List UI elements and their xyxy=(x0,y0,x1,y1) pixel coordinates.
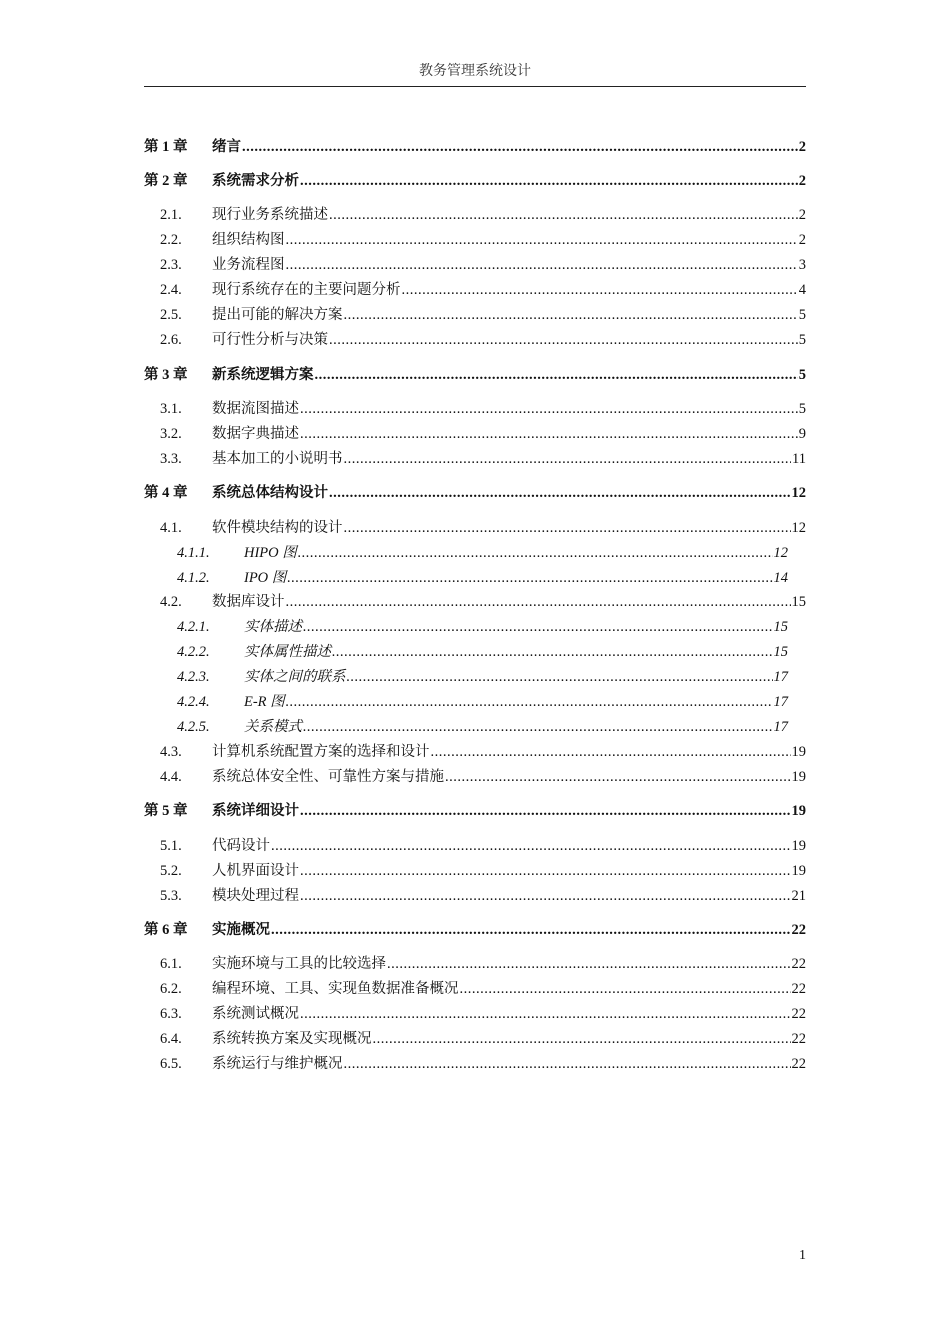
toc-entry-page: 5 xyxy=(798,367,806,383)
toc-dot-leader xyxy=(286,229,798,251)
toc-entry-title: IPO 图 xyxy=(244,570,287,586)
toc-entry-number: 2.6. xyxy=(160,332,182,348)
toc-entry-title: 组织结构图 xyxy=(212,232,285,248)
toc-dot-leader xyxy=(431,741,791,763)
toc-entry-page: 15 xyxy=(773,644,788,660)
toc-entry-title: HIPO 图 xyxy=(244,545,297,561)
toc-entry-line xyxy=(212,482,806,504)
toc-dot-leader xyxy=(329,204,798,226)
toc-dot-leader xyxy=(460,978,791,1000)
toc-entry-title: 业务流程图 xyxy=(212,257,285,273)
toc-entry-page: 22 xyxy=(791,1031,806,1047)
toc-entry-number: 3.3. xyxy=(160,451,182,467)
toc-entry-title: E-R 图 xyxy=(244,694,285,710)
toc-entry-line xyxy=(212,448,806,470)
toc-entry-number: 4.2.1. xyxy=(177,619,210,635)
toc-dot-leader xyxy=(300,1003,791,1025)
toc-entry-line xyxy=(212,919,806,941)
toc-entry-page: 11 xyxy=(792,451,806,467)
toc-entry-line xyxy=(212,1028,806,1050)
toc-entry-title: 提出可能的解决方案 xyxy=(212,307,343,323)
toc-entry-page: 2 xyxy=(798,232,806,248)
toc-entry-line xyxy=(244,641,788,663)
toc-chapter-entry[interactable] xyxy=(144,800,806,822)
toc-entry-title: 基本加工的小说明书 xyxy=(212,451,343,467)
toc-entry-line xyxy=(212,860,806,882)
toc-entry-page: 17 xyxy=(773,719,788,735)
toc-entry-page: 2 xyxy=(798,173,806,189)
toc-entry-page: 12 xyxy=(773,545,788,561)
toc-dot-leader xyxy=(300,860,791,882)
toc-entry-title: 编程环境、工具、实现鱼数据准备概况 xyxy=(212,981,459,997)
toc-entry-number: 4.2.5. xyxy=(177,719,210,735)
toc-entry-page: 2 xyxy=(798,207,806,223)
toc-dot-leader xyxy=(387,953,791,975)
toc-entry-line xyxy=(244,567,788,589)
toc-entry-line xyxy=(212,229,806,251)
toc-entry-number: 6.5. xyxy=(160,1056,182,1072)
toc-entry-line xyxy=(212,1003,806,1025)
toc-entry-line xyxy=(212,364,806,386)
toc-entry-line xyxy=(212,885,806,907)
toc-section-entry[interactable] xyxy=(144,741,806,763)
toc-entry-title: 新系统逻辑方案 xyxy=(212,367,314,383)
toc-entry-page: 4 xyxy=(798,282,806,298)
toc-entry-line xyxy=(212,800,806,822)
toc-entry-page: 21 xyxy=(791,888,806,904)
toc-subsection-entry[interactable] xyxy=(144,567,806,589)
toc-entry-line xyxy=(212,835,806,857)
toc-subsection-entry[interactable] xyxy=(144,616,806,638)
toc-section-entry[interactable] xyxy=(144,835,806,857)
toc-section-entry[interactable] xyxy=(144,304,806,326)
page-number: 1 xyxy=(799,1248,806,1263)
toc-entry-line xyxy=(212,204,806,226)
toc-entry-line xyxy=(212,953,806,975)
toc-entry-line xyxy=(212,517,806,539)
toc-entry-page: 22 xyxy=(791,1056,806,1072)
toc-entry-title: 系统需求分析 xyxy=(212,173,299,189)
toc-section-entry[interactable] xyxy=(144,591,806,613)
toc-dot-leader xyxy=(298,542,773,564)
toc-entry-title: 系统总体安全性、可靠性方案与措施 xyxy=(212,769,444,785)
toc-entry-line xyxy=(244,666,788,688)
toc-entry-page: 19 xyxy=(791,744,806,760)
toc-dot-leader xyxy=(344,517,791,539)
toc-dot-leader xyxy=(402,279,798,301)
toc-dot-leader xyxy=(347,666,773,688)
toc-entry-line xyxy=(212,591,806,613)
toc-section-entry[interactable] xyxy=(144,517,806,539)
toc-dot-leader xyxy=(344,304,798,326)
toc-entry-line xyxy=(212,279,806,301)
toc-entry-number: 5.2. xyxy=(160,863,182,879)
toc-dot-leader xyxy=(271,835,791,857)
toc-entry-line xyxy=(212,423,806,445)
toc-dot-leader xyxy=(373,1028,791,1050)
toc-dot-leader xyxy=(286,591,791,613)
toc-entry-page: 22 xyxy=(791,981,806,997)
toc-entry-title: 数据流图描述 xyxy=(212,401,299,417)
toc-entry-page: 9 xyxy=(798,426,806,442)
toc-subsection-entry[interactable] xyxy=(144,691,806,713)
toc-entry-page: 17 xyxy=(773,694,788,710)
toc-dot-leader xyxy=(242,136,798,158)
toc-section-entry[interactable] xyxy=(144,254,806,276)
toc-dot-leader xyxy=(300,170,798,192)
toc-entry-number: 4.1.2. xyxy=(177,570,210,586)
header-title: 教务管理系统设计 xyxy=(419,64,531,79)
toc-entry-number: 2.4. xyxy=(160,282,182,298)
running-header xyxy=(144,62,806,87)
toc-entry-page: 15 xyxy=(773,619,788,635)
toc-section-entry[interactable] xyxy=(144,978,806,1000)
toc-section-entry[interactable] xyxy=(144,229,806,251)
toc-entry-number: 2.3. xyxy=(160,257,182,273)
toc-section-entry[interactable] xyxy=(144,1003,806,1025)
toc-entry-number: 6.4. xyxy=(160,1031,182,1047)
toc-entry-page: 2 xyxy=(798,139,806,155)
toc-section-entry[interactable] xyxy=(144,398,806,420)
toc-entry-number: 4.2.2. xyxy=(177,644,210,660)
toc-entry-number: 6.3. xyxy=(160,1006,182,1022)
toc-entry-title: 人机界面设计 xyxy=(212,863,299,879)
toc-entry-number: 6.1. xyxy=(160,956,182,972)
toc-section-entry[interactable] xyxy=(144,204,806,226)
toc-section-entry[interactable] xyxy=(144,448,806,470)
toc-entry-title: 关系模式 xyxy=(244,719,302,735)
toc-entry-title: 计算机系统配置方案的选择和设计 xyxy=(212,744,430,760)
toc-entry-title: 实体属性描述 xyxy=(244,644,331,660)
toc-entry-line xyxy=(212,304,806,326)
toc-section-entry[interactable] xyxy=(144,279,806,301)
toc-entry-title: 系统运行与维护概况 xyxy=(212,1056,343,1072)
toc-entry-page: 19 xyxy=(791,863,806,879)
toc-entry-page: 19 xyxy=(791,769,806,785)
toc-entry-title: 系统详细设计 xyxy=(212,803,299,819)
toc-entry-line xyxy=(212,1053,806,1075)
toc-entry-line xyxy=(244,542,788,564)
toc-entry-title: 可行性分析与决策 xyxy=(212,332,328,348)
toc-section-entry[interactable] xyxy=(144,329,806,351)
toc-entry-title: 系统总体结构设计 xyxy=(212,485,328,501)
toc-entry-number: 第 2 章 xyxy=(144,173,188,189)
toc-entry-line xyxy=(212,978,806,1000)
toc-dot-leader xyxy=(332,641,773,663)
toc-entry-page: 22 xyxy=(791,956,806,972)
toc-subsection-entry[interactable] xyxy=(144,542,806,564)
toc-entry-number: 5.3. xyxy=(160,888,182,904)
toc-entry-page: 12 xyxy=(791,485,806,501)
toc-entry-number: 第 3 章 xyxy=(144,367,188,383)
toc-entry-page: 3 xyxy=(798,257,806,273)
toc-entry-page: 22 xyxy=(791,922,806,938)
toc-dot-leader xyxy=(315,364,798,386)
toc-entry-number: 5.1. xyxy=(160,838,182,854)
toc-section-entry[interactable] xyxy=(144,766,806,788)
toc-entry-line xyxy=(212,136,806,158)
toc-entry-number: 4.2. xyxy=(160,594,182,610)
toc-section-entry[interactable] xyxy=(144,953,806,975)
toc-dot-leader xyxy=(300,885,791,907)
toc-dot-leader xyxy=(303,616,773,638)
toc-entry-number: 4.2.4. xyxy=(177,694,210,710)
toc-entry-title: 现行系统存在的主要问题分析 xyxy=(212,282,401,298)
toc-entry-title: 实体描述 xyxy=(244,619,302,635)
toc-entry-number: 4.1.1. xyxy=(177,545,210,561)
toc-dot-leader xyxy=(300,423,798,445)
toc-entry-number: 3.2. xyxy=(160,426,182,442)
toc-subsection-entry[interactable] xyxy=(144,666,806,688)
toc-entry-line xyxy=(212,254,806,276)
toc-dot-leader xyxy=(329,482,791,504)
toc-dot-leader xyxy=(300,398,798,420)
toc-entry-title: 实施概况 xyxy=(212,922,270,938)
toc-entry-page: 22 xyxy=(791,1006,806,1022)
toc-dot-leader xyxy=(344,448,792,470)
toc-chapter-entry[interactable] xyxy=(144,170,806,192)
toc-section-entry[interactable] xyxy=(144,885,806,907)
toc-entry-number: 6.2. xyxy=(160,981,182,997)
toc-entry-line xyxy=(212,329,806,351)
toc-dot-leader xyxy=(286,691,773,713)
toc-chapter-entry[interactable] xyxy=(144,919,806,941)
toc-entry-number: 4.3. xyxy=(160,744,182,760)
toc-entry-line xyxy=(212,170,806,192)
toc-entry-line xyxy=(212,766,806,788)
toc-section-entry[interactable] xyxy=(144,1028,806,1050)
toc-entry-line xyxy=(212,398,806,420)
toc-entry-title: 模块处理过程 xyxy=(212,888,299,904)
toc-entry-page: 5 xyxy=(798,307,806,323)
toc-entry-line xyxy=(244,616,788,638)
toc-subsection-entry[interactable] xyxy=(144,716,806,738)
toc-entry-title: 实施环境与工具的比较选择 xyxy=(212,956,386,972)
toc-entry-title: 数据库设计 xyxy=(212,594,285,610)
toc-entry-title: 实体之间的联系 xyxy=(244,669,346,685)
toc-entry-title: 现行业务系统描述 xyxy=(212,207,328,223)
toc-entry-number: 4.4. xyxy=(160,769,182,785)
toc-entry-title: 绪言 xyxy=(212,139,241,155)
toc-entry-page: 17 xyxy=(773,669,788,685)
toc-entry-page: 19 xyxy=(791,803,806,819)
toc-dot-leader xyxy=(300,800,791,822)
toc-entry-number: 2.1. xyxy=(160,207,182,223)
toc-entry-number: 4.1. xyxy=(160,520,182,536)
toc-chapter-entry[interactable] xyxy=(144,136,806,158)
toc-entry-page: 14 xyxy=(773,570,788,586)
toc-entry-title: 软件模块结构的设计 xyxy=(212,520,343,536)
toc-entry-page: 19 xyxy=(791,838,806,854)
toc-entry-title: 系统测试概况 xyxy=(212,1006,299,1022)
toc-dot-leader xyxy=(344,1053,791,1075)
toc-dot-leader xyxy=(287,567,772,589)
toc-dot-leader xyxy=(286,254,798,276)
toc-entry-title: 系统转换方案及实现概况 xyxy=(212,1031,372,1047)
toc-entry-line xyxy=(244,716,788,738)
toc-dot-leader xyxy=(271,919,791,941)
toc-chapter-entry[interactable] xyxy=(144,364,806,386)
toc-entry-page: 12 xyxy=(791,520,806,536)
toc-section-entry[interactable] xyxy=(144,423,806,445)
toc-entry-number: 第 6 章 xyxy=(144,922,188,938)
toc-entry-number: 2.2. xyxy=(160,232,182,248)
toc-entry-title: 代码设计 xyxy=(212,838,270,854)
toc-entry-page: 5 xyxy=(798,401,806,417)
toc-entry-number: 2.5. xyxy=(160,307,182,323)
toc-entry-number: 第 1 章 xyxy=(144,139,188,155)
toc-section-entry[interactable] xyxy=(144,1053,806,1075)
toc-entry-title: 数据字典描述 xyxy=(212,426,299,442)
toc-entry-number: 4.2.3. xyxy=(177,669,210,685)
toc-chapter-entry[interactable] xyxy=(144,482,806,504)
toc-dot-leader xyxy=(329,329,798,351)
toc-entry-number: 第 4 章 xyxy=(144,485,188,501)
toc-subsection-entry[interactable] xyxy=(144,641,806,663)
toc-entry-line xyxy=(244,691,788,713)
toc-entry-number: 3.1. xyxy=(160,401,182,417)
toc-section-entry[interactable] xyxy=(144,860,806,882)
toc-entry-line xyxy=(212,741,806,763)
toc-dot-leader xyxy=(303,716,773,738)
toc-entry-number: 第 5 章 xyxy=(144,803,188,819)
toc-entry-page: 5 xyxy=(798,332,806,348)
toc-dot-leader xyxy=(445,766,791,788)
toc-entry-page: 15 xyxy=(791,594,806,610)
